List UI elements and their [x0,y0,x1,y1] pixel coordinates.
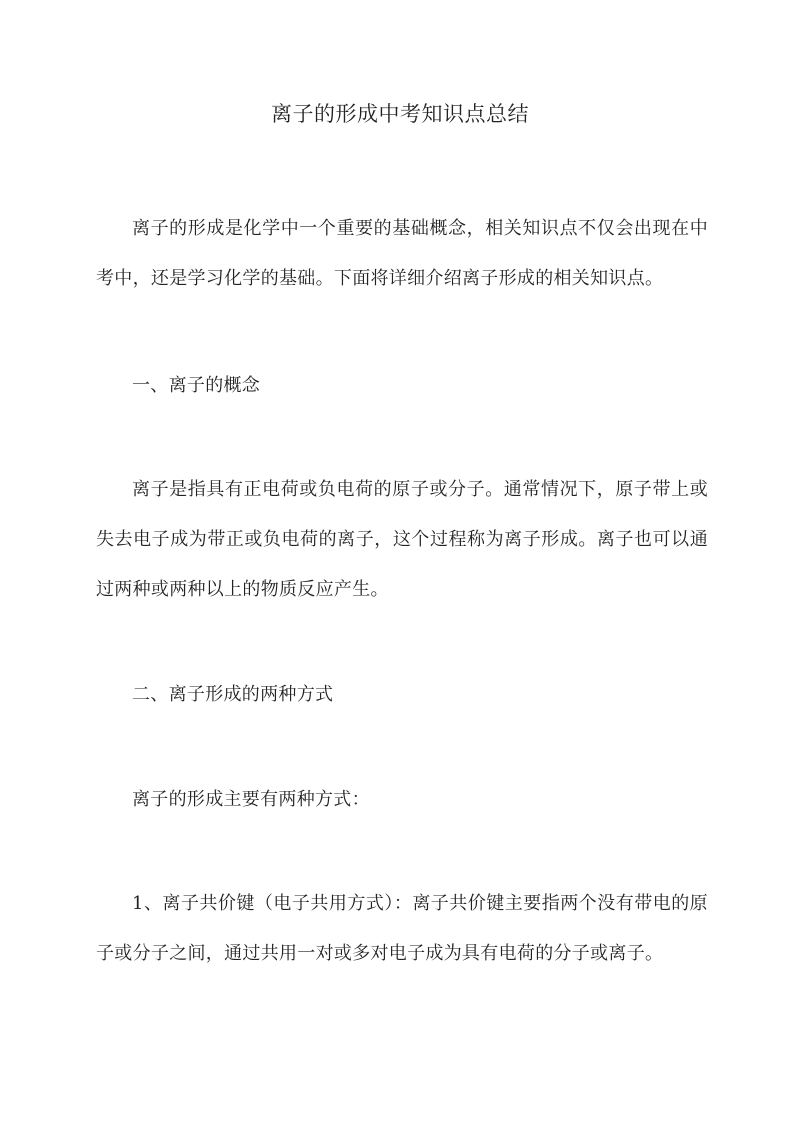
concept-paragraph: 离子是指具有正电荷或负电荷的原子或分子。通常情况下，原子带上或失去电子成为带正或负电荷的离子，这个过程称为离子形成。离子也可以通过两种或两种以上的物质反应产生。 [96,479,708,600]
section-heading-concept: 一、离子的概念 [132,375,261,396]
method-item-covalent: 1、离子共价键（电子共用方式）：离子共价键主要指两个没有带电的原子或分子之间，通过共用一对或多对电子成为具有电荷的分子或离子。 [96,893,708,964]
document-title: 离子的形成中考知识点总结 [271,102,529,126]
section-heading-methods: 二、离子形成的两种方式 [132,684,334,705]
methods-intro-paragraph: 离子的形成主要有两种方式： [132,789,370,810]
intro-paragraph: 离子的形成是化学中一个重要的基础概念，相关知识点不仅会出现在中考中，还是学习化学的基础。下面将详细介绍离子形成的相关知识点。 [96,218,708,289]
